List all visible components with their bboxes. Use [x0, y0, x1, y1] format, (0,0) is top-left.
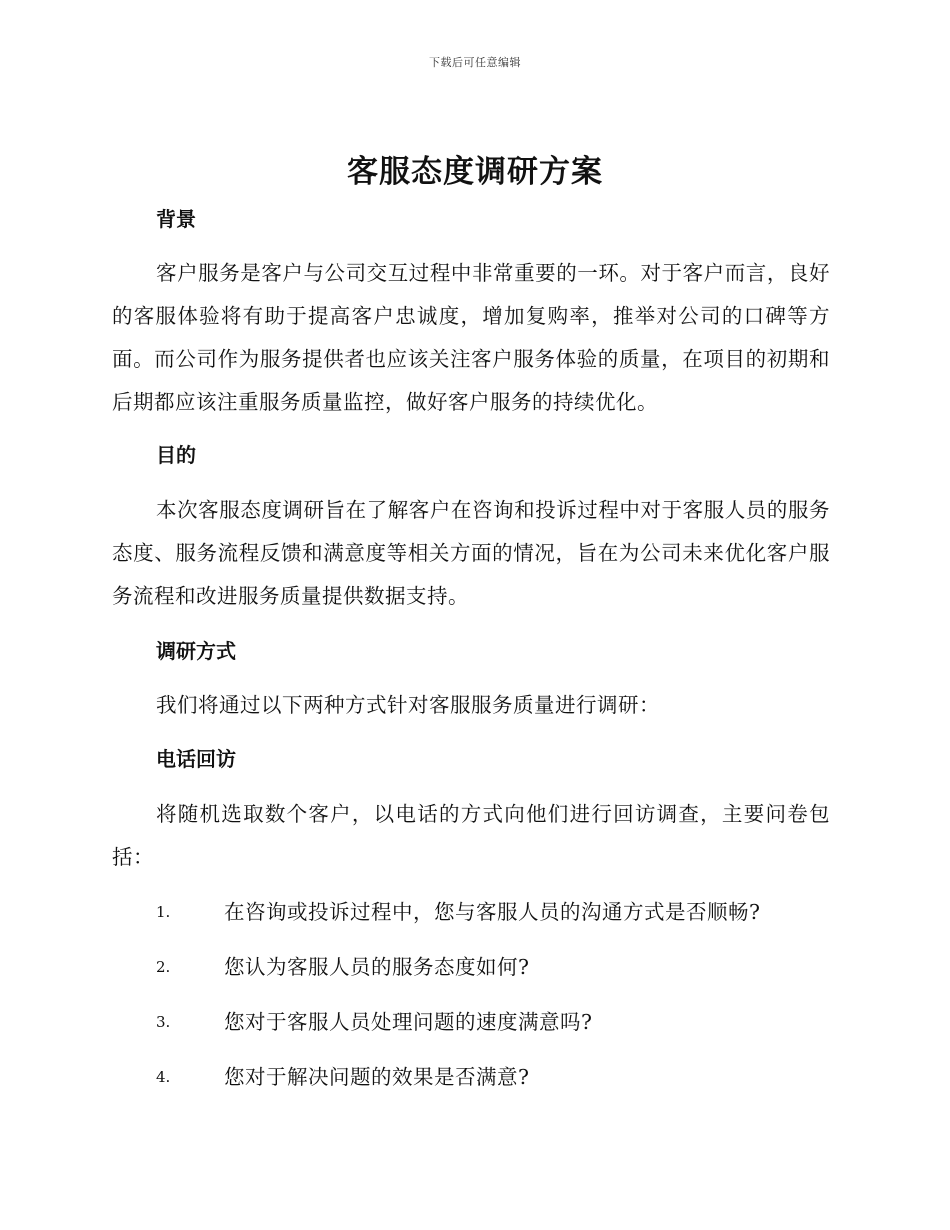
- section-heading-purpose: 目的: [156, 443, 196, 467]
- list-item-number: 4.: [156, 1068, 171, 1086]
- method-intro: 我们将通过以下两种方式针对客服服务质量进行调研：: [156, 693, 660, 717]
- background-paragraph: 客户服务是客户与公司交互过程中非常重要的一环。对于客户而言，良好的客服体验将有助于提高客户忠诚度，增加复购率，推举对公司的口碑等方面。而公司作为服务提供者也应该关注客户服务体验的质量，在项目的初期和后期都应该注重服务质量监控，做好客户服务的持续优化。: [112, 261, 830, 414]
- list-item-number: 1.: [156, 903, 171, 921]
- list-item-text: 您对于客服人员处理问题的速度满意吗?: [224, 1010, 593, 1034]
- list-item-text: 您认为客服人员的服务态度如何?: [224, 955, 530, 979]
- list-item: [156, 952, 836, 982]
- list-item-text: 在咨询或投诉过程中，您与客服人员的沟通方式是否顺畅?: [224, 900, 761, 924]
- list-item-text: 您对于解决问题的效果是否满意?: [224, 1065, 530, 1089]
- list-item-number: 3.: [156, 1013, 171, 1031]
- phone-paragraph: 将随机选取数个客户，以电话的方式向他们进行回访调查，主要问卷包括：: [112, 802, 830, 869]
- section-heading-phone: 电话回访: [156, 747, 236, 771]
- list-item: [156, 1062, 836, 1092]
- list-item: [156, 897, 836, 927]
- list-item-number: 2.: [156, 958, 171, 976]
- section-heading-method: 调研方式: [156, 639, 236, 663]
- purpose-paragraph: 本次客服态度调研旨在了解客户在咨询和投诉过程中对于客服人员的服务态度、服务流程反馈和满意度等相关方面的情况，旨在为公司未来优化客户服务流程和改进服务质量提供数据支持。: [112, 498, 830, 608]
- page-header: 下载后可任意编辑: [429, 56, 521, 69]
- section-heading-background: 背景: [156, 207, 196, 231]
- document-title: 客服态度调研方案: [347, 154, 603, 190]
- list-item: [156, 1007, 836, 1037]
